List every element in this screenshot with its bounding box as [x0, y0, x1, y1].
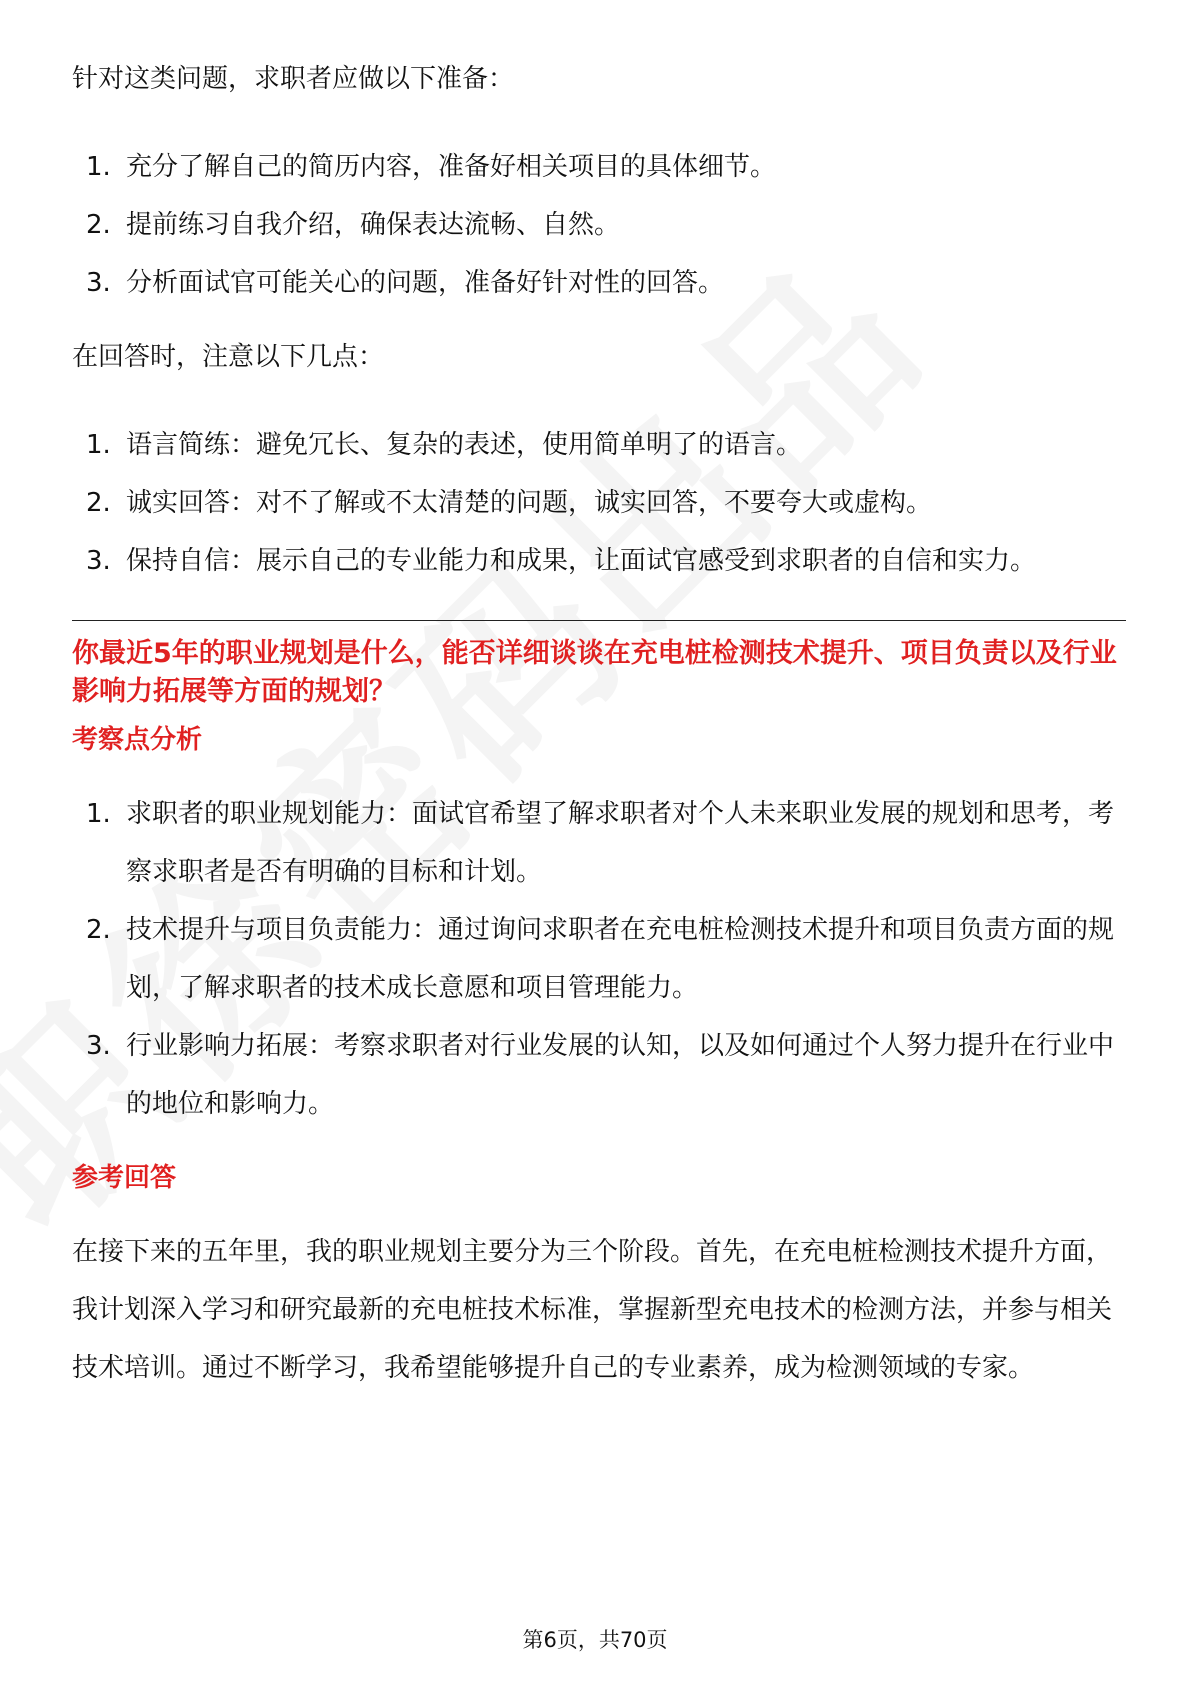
list-item: [72, 474, 1126, 532]
analysis-list: [72, 785, 1126, 1133]
list-item: [72, 196, 1126, 254]
answer-heading: 参考回答: [72, 1163, 177, 1193]
list-item: [72, 416, 1126, 474]
list-text: 保持自信：展示自己的专业能力和成果，让面试官感受到求职者的自信和实力。: [126, 546, 1037, 576]
intro-preparation: 针对这类问题，求职者应做以下准备：: [72, 64, 515, 94]
list-text: 技术提升与项目负责能力：通过询问求职者在充电桩检测技术提升和项目负责方面的规划，了解求职者的技术成长意愿和项目管理能力。: [126, 915, 1115, 1003]
list-number: 1.: [86, 799, 111, 829]
list-item: [72, 901, 1126, 1017]
list-number: 1.: [86, 152, 111, 182]
list-item: [72, 785, 1126, 901]
section-divider: [72, 620, 1126, 621]
list-number: 2.: [86, 210, 111, 240]
list-item: [72, 138, 1126, 196]
list-text: 分析面试官可能关心的问题，准备好针对性的回答。: [126, 268, 725, 298]
list-number: 2.: [86, 915, 111, 945]
answer-paragraph: 在接下来的五年里，我的职业规划主要分为三个阶段。首先，在充电桩检测技术提升方面，我计划深入学习和研究最新的充电桩技术标准，掌握新型充电技术的检测方法，并参与相关技术培训。通过不断学习，我希望能够提升自己的专业素养，成为检测领域的专家。: [72, 1237, 1113, 1383]
list-item: [72, 254, 1126, 312]
preparation-list: [72, 138, 1126, 312]
list-number: 3.: [86, 268, 111, 298]
intro-tips: 在回答时，注意以下几点：: [72, 342, 385, 372]
list-text: 提前练习自我介绍，确保表达流畅、自然。: [126, 210, 621, 240]
list-number: 2.: [86, 488, 111, 518]
list-text: 诚实回答：对不了解或不太清楚的问题，诚实回答，不要夸大或虚构。: [126, 488, 933, 518]
list-number: 3.: [86, 546, 111, 576]
list-number: 3.: [86, 1031, 111, 1061]
list-text: 充分了解自己的简历内容，准备好相关项目的具体细节。: [126, 152, 777, 182]
list-item: [72, 1017, 1126, 1133]
question-heading: 你最近5年的职业规划是什么，能否详细谈谈在充电桩检测技术提升、项目负责以及行业影响力拓展等方面的规划？: [72, 638, 1117, 707]
list-text: 语言简练：避免冗长、复杂的表述，使用简单明了的语言。: [126, 430, 803, 460]
list-text: 求职者的职业规划能力：面试官希望了解求职者对个人未来职业发展的规划和思考，考察求职者是否有明确的目标和计划。: [126, 799, 1115, 887]
analysis-heading: 考察点分析: [72, 725, 203, 755]
tips-list: [72, 416, 1126, 590]
document-page: [72, 50, 1126, 1397]
list-number: 1.: [86, 430, 111, 460]
page-number: 第6页，共70页: [522, 1628, 668, 1652]
list-text: 行业影响力拓展：考察求职者对行业发展的认知，以及如何通过个人努力提升在行业中的地位和影响力。: [126, 1031, 1115, 1119]
list-item: [72, 532, 1126, 590]
